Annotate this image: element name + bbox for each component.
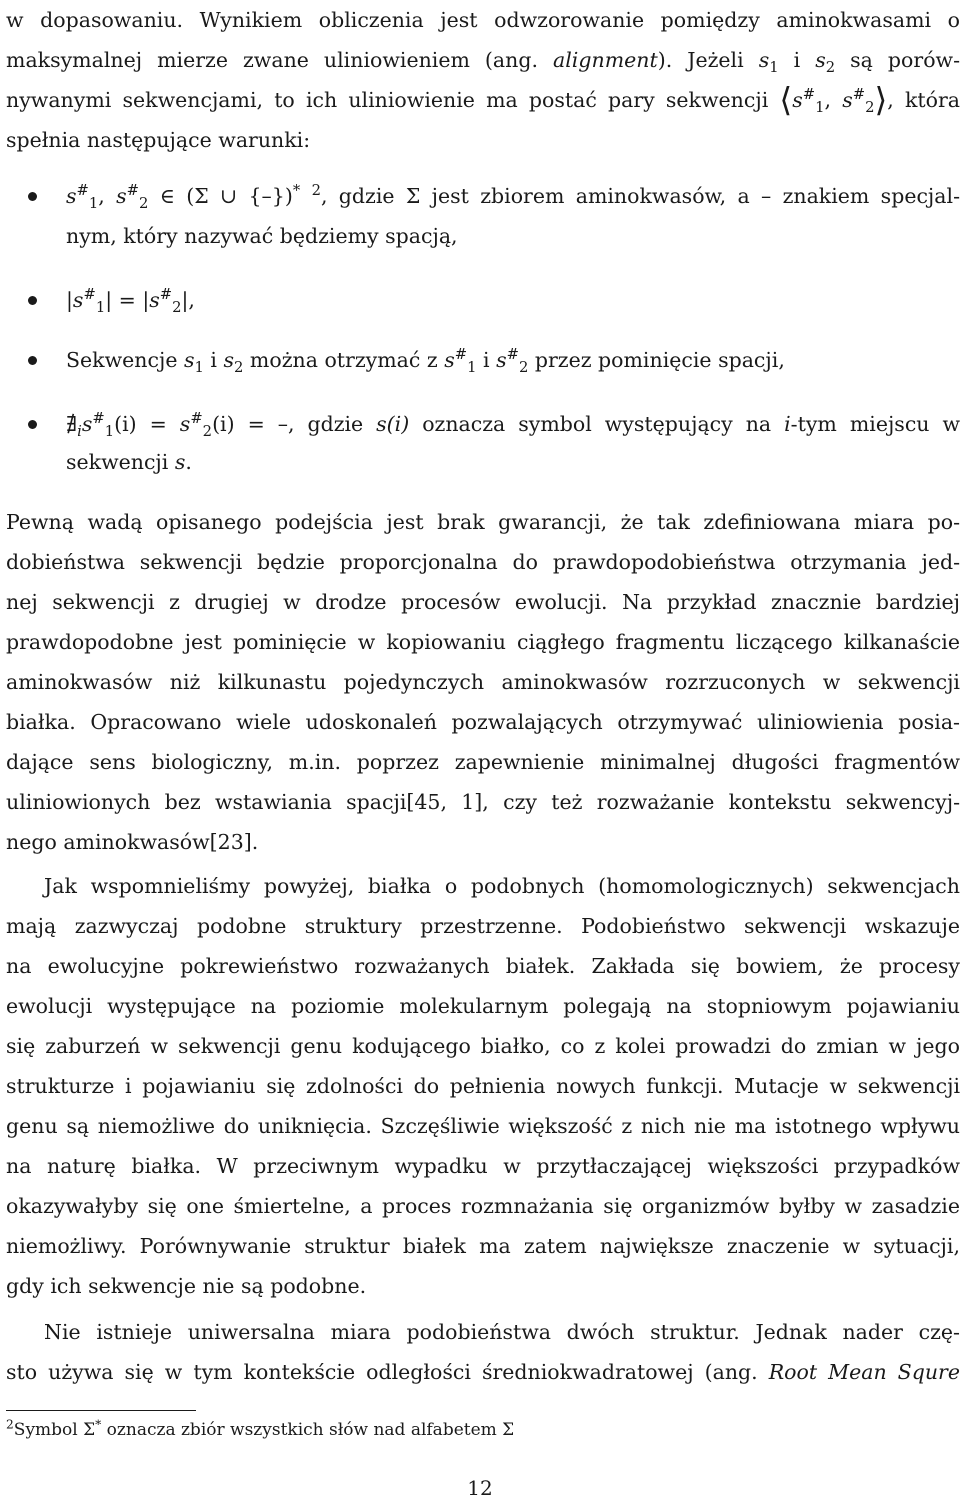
text-line: Nie istnieje uniwersalna miara podobieństwa dwóch struktur. Jednak nader czę- [44,1320,960,1344]
text-line: uliniowionych bez wstawiania spacji[45, 1], czy też rozważanie kontekstu sekwencyj- [6,790,960,814]
list-item: Sekwencje $s_1$ i $s_2$ można otrzymać z $s^{\#}_1$ i $s^{\#}_2$ przez pominięcie spacji, [66,346,785,377]
text-line: dające sens biologiczny, m.in. poprzez zapewnienie minimalnej długości fragmentów [6,750,960,774]
text-line: Pewną wadą opisanego podejścia jest brak gwarancji, że tak zdefiniowana miara po- [6,510,960,534]
text-line: niemożliwy. Porównywanie struktur białek ma zatem największe znaczenie w sytuacji, [6,1234,960,1258]
text-line: ewolucji występujące na poziomie molekularnym polegają na stopniowym pojawianiu [6,994,960,1018]
list-item: $∄_is^{\#}_1(i) = s^{\#}_2(i)$ = –, gdzie s(i) oznacza symbol występujący na i-tym miejscu w [66,410,960,441]
text-line: prawdopodobne jest pominięcie w kopiowaniu ciągłego fragmentu liczącego kilkanaście [6,630,960,654]
text-line: nej sekwencji z drugiej w drodze procesów ewolucji. Na przykład znacznie bardziej [6,590,960,614]
text-line: strukturze i pojawianiu się zdolności do pełnienia nowych funkcji. Mutacje w sekwencji [6,1074,960,1098]
text-line: spełnia następujące warunki: [6,128,311,152]
bullet-marker [28,356,37,365]
text-line: maksymalnej mierze zwane uliniowieniem (ang. alignment). Jeżeli $s_1$ i $s_2$ są porów- [6,48,960,77]
list-item: $|s^{\#}_1| = |s^{\#}_2|$, [66,286,195,317]
text-line: sto używa się w tym kontekście odległości średniokwadratowej (ang. Root Mean Squre [6,1360,960,1384]
page-number: 12 [467,1476,493,1500]
text-line: mają zazwyczaj podobne struktury przestrzenne. Podobieństwo sekwencji wskazuje [6,914,960,938]
list-item-continuation: nym, który nazywać będziemy spacją, [66,224,458,248]
text-line: na naturę białka. W przeciwnym wypadku w przytłaczającej większości przypadków [6,1154,960,1178]
list-item: $s^{\#}_1$, $s^{\#}_2$ ∈ (Σ ∪ {–})* $^2$, gdzie Σ jest zbiorem aminokwasów, a – znakiem specjal- [66,182,960,213]
text-line: aminokwasów niż kilkunastu pojedynczych aminokwasów rozrzuconych w sekwencji [6,670,960,694]
bullet-marker [28,296,37,305]
text-line: białka. Opracowano wiele udoskonaleń pozwalających otrzymywać uliniowienia posia- [6,710,960,734]
bullet-marker [28,420,37,429]
text-line: w dopasowaniu. Wynikiem obliczenia jest odwzorowanie pomiędzy aminokwasami o [6,8,960,32]
text-line: genu są niemożliwe do uniknięcia. Szczęśliwie większość z nich nie ma istotnego wpływu [6,1114,960,1138]
text-line: się zaburzeń w sekwencji genu kodującego białko, co z kolei prowadzi do zmian w jego [6,1034,960,1058]
footnote: $^2$Symbol Σ* oznacza zbiór wszystkich słów nad alfabetem Σ [6,1417,515,1440]
text-line: na ewolucyjne pokrewieństwo rozważanych białek. Zakłada się bowiem, że procesy [6,954,960,978]
text-line: okazywałyby się one śmiertelne, a proces rozmnażania się organizmów byłby w zasadzie [6,1194,960,1218]
list-item-continuation: sekwencji s. [66,450,192,474]
text-line: nego aminokwasów[23]. [6,830,259,854]
text-line: dobieństwa sekwencji będzie proporcjonalna do prawdopodobieństwa otrzymania jed- [6,550,960,574]
footnote-rule [6,1410,196,1411]
text-line: gdy ich sekwencje nie są podobne. [6,1274,367,1298]
bullet-marker [28,192,37,201]
text-line: Jak wspomnieliśmy powyżej, białka o podobnych (homomologicznych) sekwencjach [44,874,960,898]
text-line: nywanymi sekwencjami, to ich uliniowienie ma postać pary sekwencji $⟨s^{\#}_1$, $s^{\#}_2⟩$, która [6,81,960,119]
